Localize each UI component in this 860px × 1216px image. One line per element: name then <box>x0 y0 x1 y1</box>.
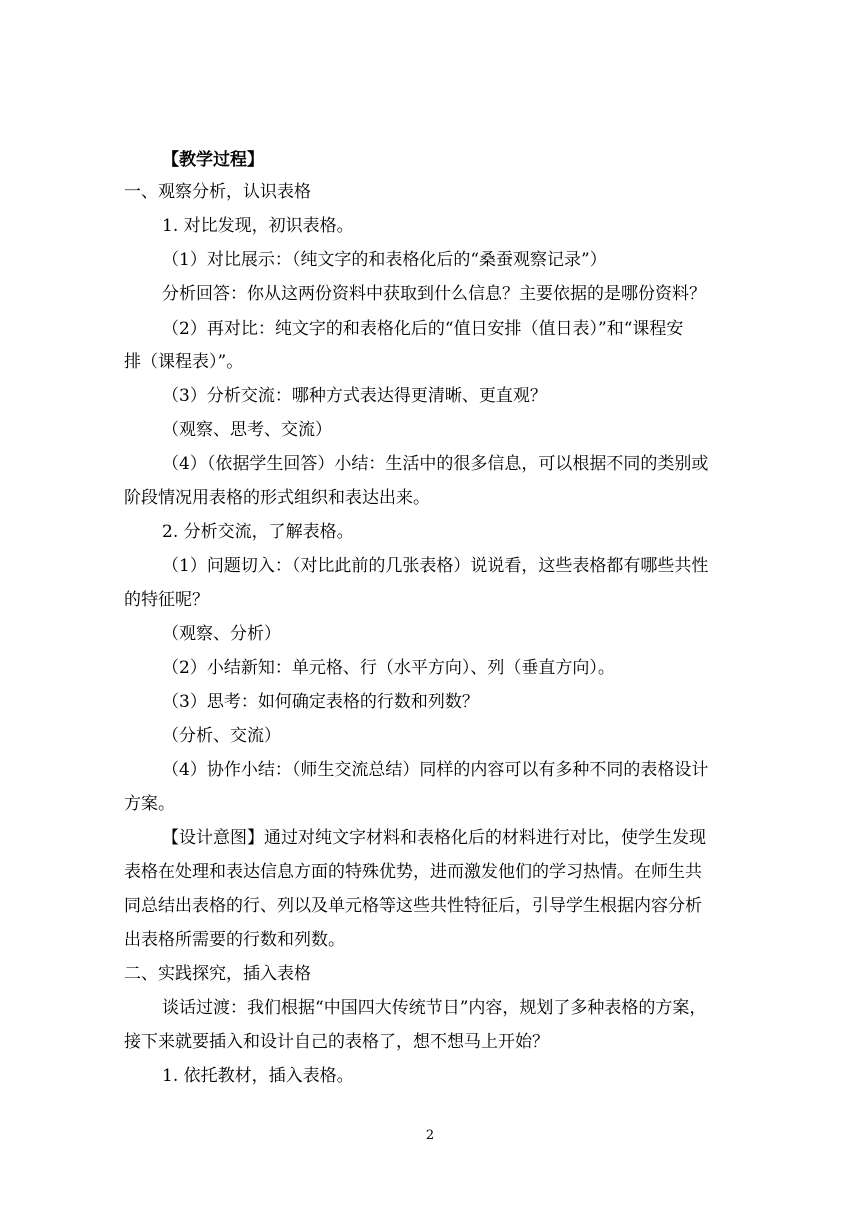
paragraph-line: 阶段情况用表格的形式组织和表达出来。 <box>124 488 430 508</box>
design-intent-line: 出表格所需要的行数和列数。 <box>124 930 345 950</box>
paragraph-line: 分析回答：你从这两份资料中获取到什么信息？主要依据的是哪份资料？ <box>162 284 706 304</box>
paragraph-line: （3）思考：如何确定表格的行数和列数？ <box>162 692 479 712</box>
paragraph-line: 接下来就要插入和设计自己的表格了，想不想马上开始？ <box>124 1032 549 1052</box>
subheading-compare: 1. 对比发现，初识表格。 <box>162 216 354 236</box>
paragraph-line: （1）对比展示：（纯文字的和表格化后的“桑蚕观察记录”） <box>162 250 607 270</box>
design-intent-line: 同总结出表格的行、列以及单元格等这些共性特征后，引导学生根据内容分析 <box>124 896 702 916</box>
subheading-insert-table: 1. 依托教材，插入表格。 <box>162 1066 354 1086</box>
paragraph-line: （4）（依据学生回答）小结：生活中的很多信息，可以根据不同的类别或 <box>162 454 709 474</box>
paragraph-line: （2）小结新知：单元格、行（水平方向）、列（垂直方向）。 <box>162 658 615 678</box>
section-heading-teaching-process: 【教学过程】 <box>162 150 264 170</box>
heading-practice-explore: 二、实践探究，插入表格 <box>124 964 311 984</box>
paragraph-line: 的特征呢？ <box>124 590 209 610</box>
design-intent-line: 【设计意图】通过对纯文字材料和表格化后的材料进行对比，使学生发现 <box>162 828 706 848</box>
design-intent-line: 表格在处理和表达信息方面的特殊优势，进而激发他们的学习热情。在师生共 <box>124 862 702 882</box>
paragraph-line: 方案。 <box>124 794 175 814</box>
paragraph-line: 排（课程表）”。 <box>124 352 244 372</box>
paragraph-line: （4）协作小结：（师生交流总结）同样的内容可以有多种不同的表格设计 <box>162 760 709 780</box>
paragraph-line: （观察、分析） <box>162 624 281 644</box>
paragraph-line: （观察、思考、交流） <box>162 420 332 440</box>
paragraph-line: （3）分析交流：哪种方式表达得更清晰、更直观？ <box>162 386 547 406</box>
subheading-analyze: 2. 分析交流，了解表格。 <box>162 522 354 542</box>
paragraph-line: 谈话过渡：我们根据“中国四大传统节日”内容，规划了多种表格的方案， <box>162 998 707 1018</box>
page-number: 2 <box>425 1128 435 1143</box>
heading-observe-analyze: 一、观察分析，认识表格 <box>124 182 311 202</box>
paragraph-line: （2）再对比：纯文字的和表格化后的“值日安排（值日表）”和“课程安 <box>162 319 684 339</box>
paragraph-line: （1）问题切入：（对比此前的几张表格）说说看，这些表格都有哪些共性 <box>162 556 709 576</box>
paragraph-line: （分析、交流） <box>162 726 281 746</box>
